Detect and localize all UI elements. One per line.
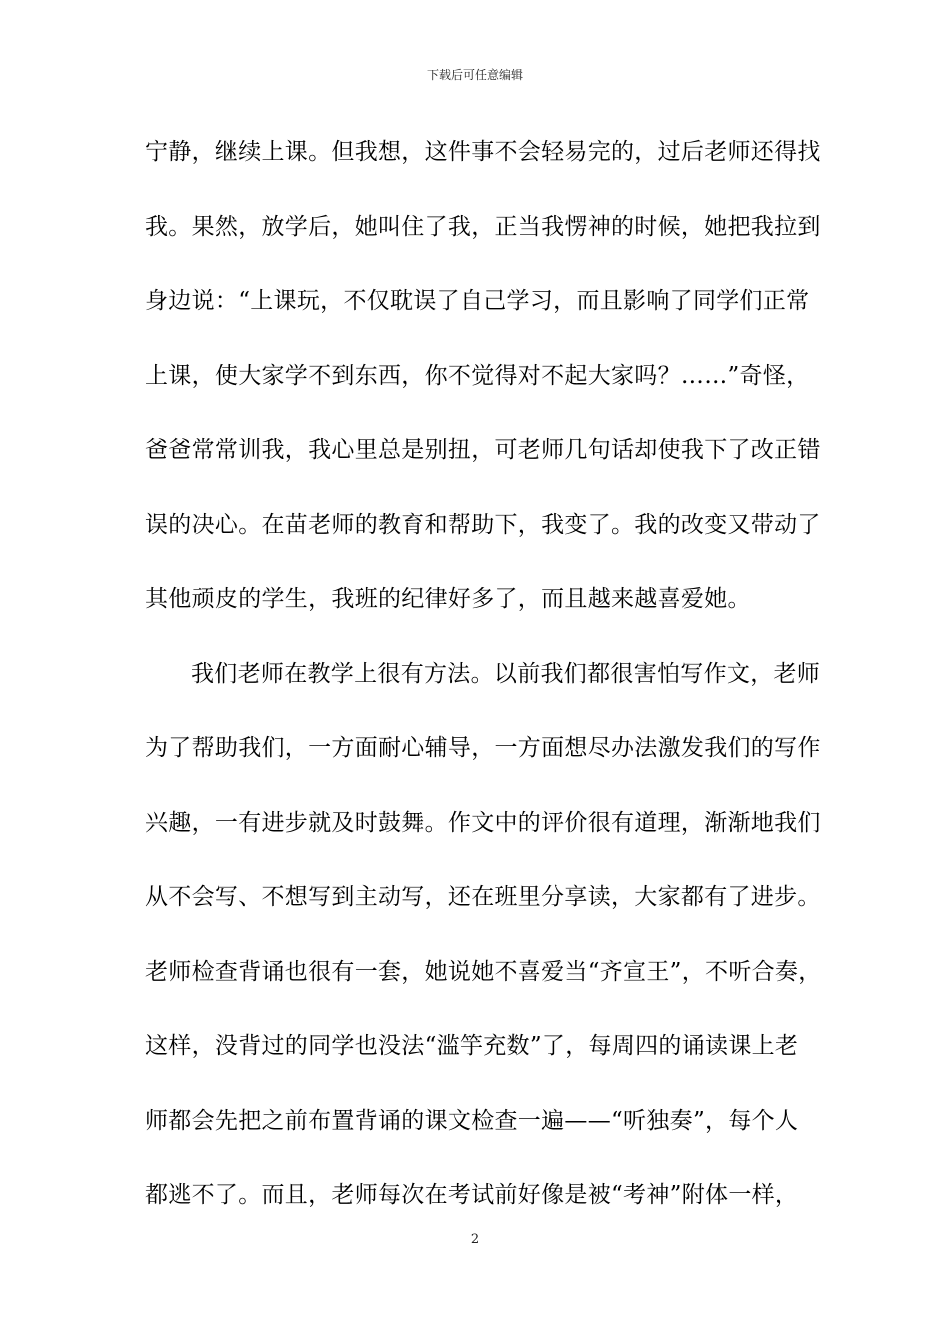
text-line: 宁静，继续上课。但我想，这件事不会轻易完的，过后老师还得找 (145, 139, 821, 165)
text-line: 从不会写、不想写到主动写，还在班里分享读，大家都有了进步。 (145, 884, 821, 910)
text-line: 为了帮助我们，一方面耐心辅导，一方面想尽办法激发我们的写作 (145, 735, 821, 761)
text-line: 误的决心。在苗老师的教育和帮助下，我变了。我的改变又带动了 (145, 511, 821, 538)
text-line: 兴趣，一有进步就及时鼓舞。作文中的评价很有道理，渐渐地我们 (145, 809, 821, 836)
text-line: 上课，使大家学不到东西，你不觉得对不起大家吗？……”奇怪， (145, 362, 810, 389)
text-line: 我。果然，放学后，她叫住了我，正当我愣神的时候，她把我拉到 (145, 213, 821, 240)
page-number: 2 (470, 1232, 480, 1247)
text-line: 师都会先把之前布置背诵的课文检查一遍——“听独奏”，每个人 (145, 1107, 799, 1134)
paragraph-first-line: 我们老师在教学上很有方法。以前我们都很害怕写作文，老师 (191, 660, 821, 687)
text-line: 爸爸常常训我，我心里总是别扭，可老师几句话却使我下了改正错 (145, 437, 821, 463)
text-line: 身边说：“上课玩，不仅耽误了自己学习，而且影响了同学们正常 (145, 288, 810, 314)
text-line: 其他顽皮的学生，我班的纪律好多了，而且越来越喜爱她。 (145, 586, 751, 612)
text-line: 都逃不了。而且，老师每次在考试前好像是被“考神”附体一样， (145, 1182, 799, 1208)
document-body (145, 132, 835, 1250)
text-line: 这样，没背过的同学也没法“滥竽充数”了，每周四的诵读课上老 (145, 1033, 799, 1059)
text-line: 老师检查背诵也很有一套，她说她不喜爱当“齐宣王”，不听合奏， (145, 958, 822, 985)
page-header: 下载后可任意编辑 (426, 68, 523, 82)
